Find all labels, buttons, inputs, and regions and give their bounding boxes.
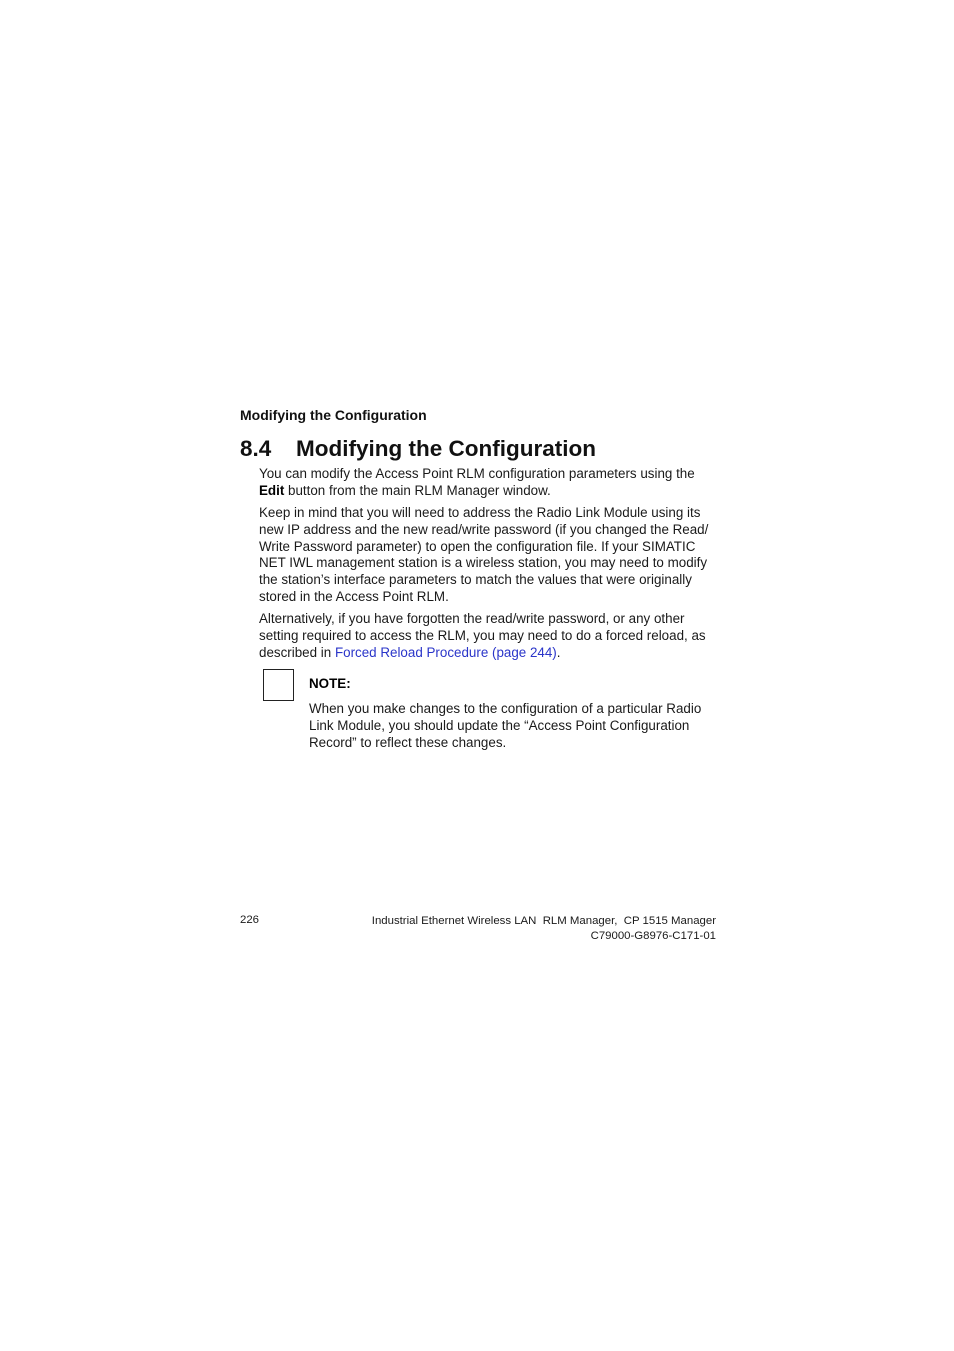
- intro-text-end: button from the main RLM Manager window.: [284, 482, 551, 498]
- forced-reload-text-start: Alternatively, if you have forgotten the read/write password, or any other setting required to access the RLM, you may need to do a forced reload, as described in: [259, 611, 706, 660]
- footer-doc-title: Industrial Ethernet Wireless LAN RLM Manager, CP 1515 Manager: [371, 915, 716, 927]
- forced-reload-link[interactable]: Forced Reload Procedure (page 244): [334, 644, 557, 660]
- intro-paragraph: [259, 466, 721, 500]
- note-icon: [263, 669, 294, 701]
- section-number: 8.4: [240, 436, 272, 461]
- note-label: NOTE:: [309, 676, 351, 691]
- forced-reload-text-end: .: [556, 644, 561, 660]
- section-heading: [240, 436, 596, 462]
- running-header: Modifying the Configuration: [240, 407, 427, 423]
- page-number: 226: [240, 914, 260, 926]
- address-paragraph: Keep in mind that you will need to address the Radio Link Module using its new IP address and the new read/write password (if you changed the Read/ Write Password parameter) to open the configuration file. If your SIMATIC NET IWL management station is a wireless station, you may need to modify the station’s interface parameters to match the values that were originally stored in the Access Point RLM.: [259, 505, 709, 604]
- forced-reload-paragraph: [259, 611, 721, 661]
- footer-doc-code: C79000-G8976-C171-01: [590, 929, 716, 942]
- section-title: Modifying the Configuration: [296, 436, 596, 461]
- edit-button-reference: Edit: [259, 482, 285, 498]
- intro-text-start: You can modify the Access Point RLM configuration parameters using the: [259, 466, 695, 481]
- footer-document-info: [372, 914, 716, 943]
- note-text: When you make changes to the configuration of a particular Radio Link Module, you should update the “Access Point Configuration Record” to reflect these changes.: [309, 701, 702, 750]
